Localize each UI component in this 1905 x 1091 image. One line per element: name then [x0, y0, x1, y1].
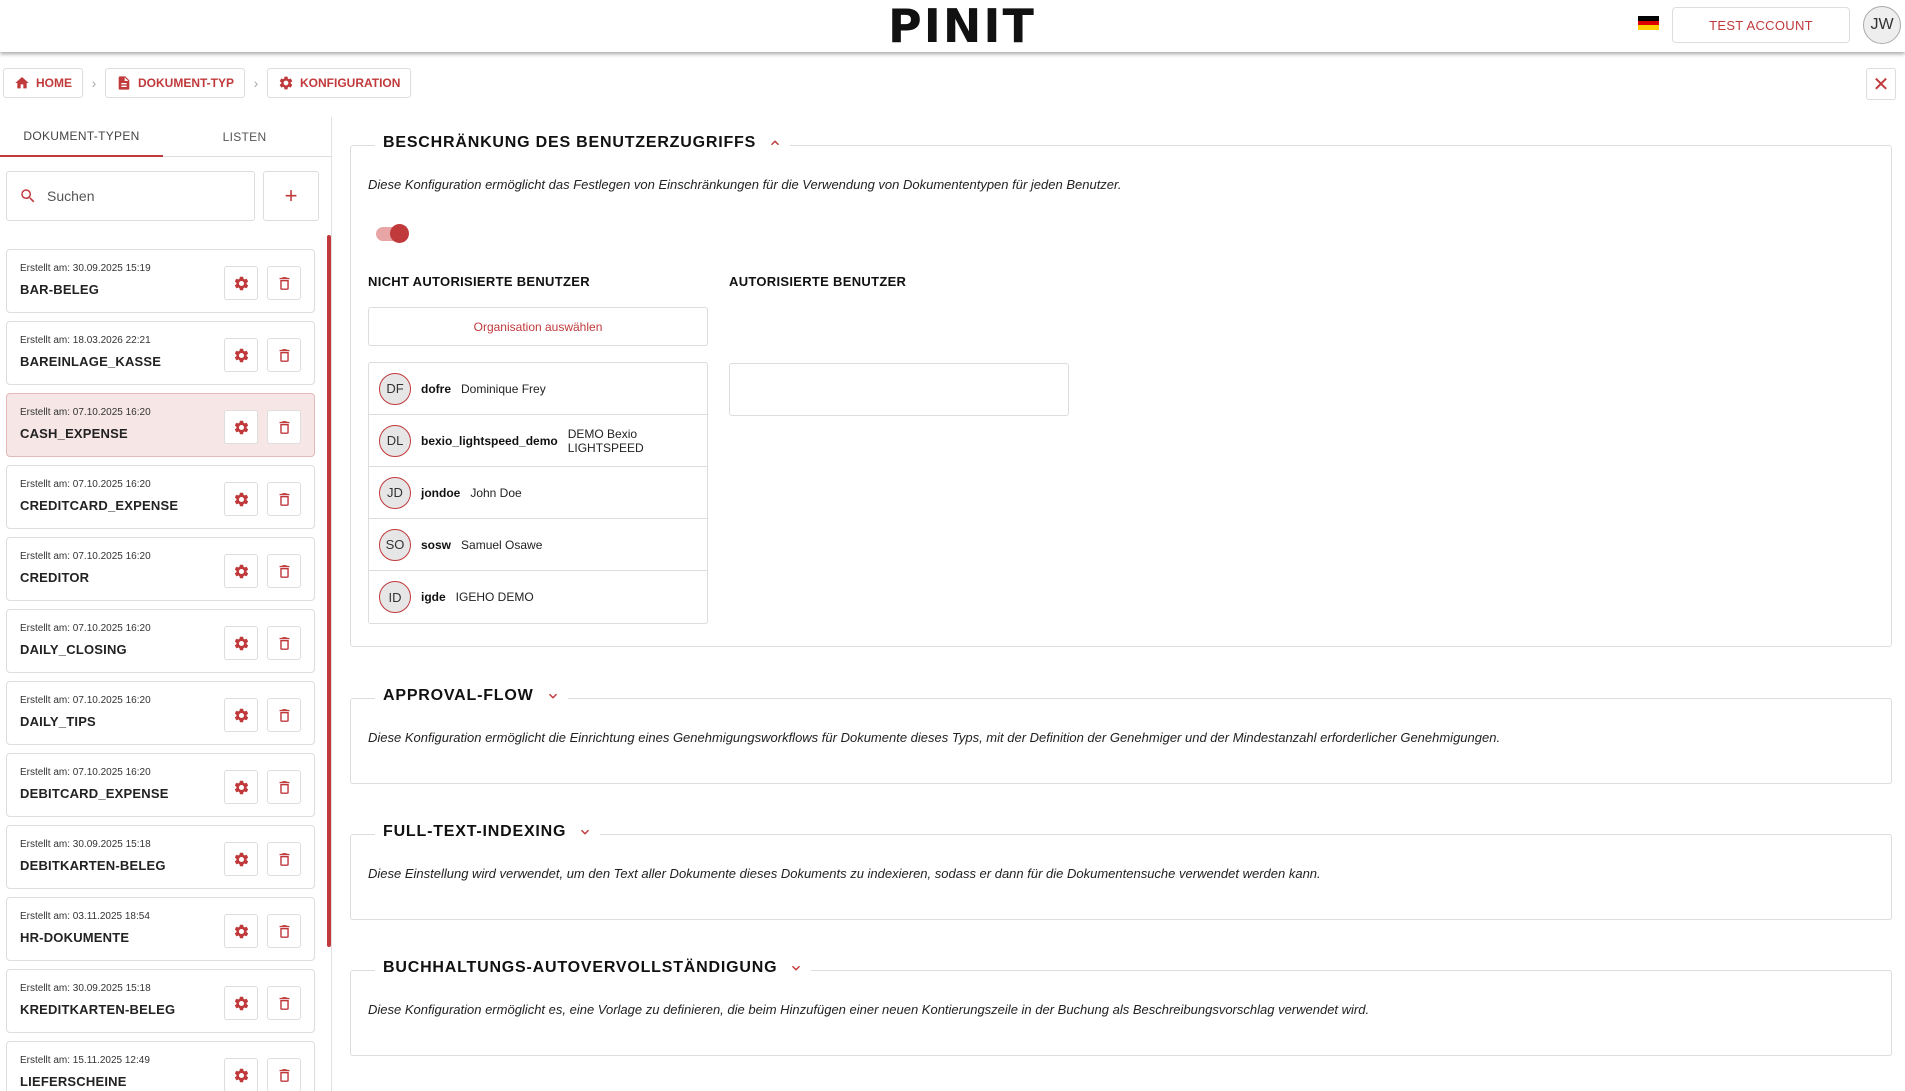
configure-button[interactable] [224, 770, 258, 804]
delete-button[interactable] [267, 914, 301, 948]
trash-icon [276, 923, 293, 940]
document-type-card[interactable] [6, 753, 315, 817]
chevron-down-icon[interactable] [546, 689, 560, 703]
avatar: SO [379, 529, 411, 561]
chevron-down-icon[interactable] [578, 825, 592, 839]
user-full-name: Dominique Frey [461, 381, 546, 396]
list-item[interactable] [369, 467, 707, 519]
configure-button[interactable] [224, 626, 258, 660]
gear-icon [233, 779, 250, 796]
close-button[interactable] [1866, 68, 1896, 100]
sidebar-tabs [0, 117, 332, 157]
configure-button[interactable] [224, 266, 258, 300]
delete-button[interactable] [267, 1058, 301, 1091]
search-input[interactable] [47, 188, 237, 204]
tab-lists[interactable]: LISTEN [222, 130, 267, 144]
breadcrumb [3, 68, 411, 98]
search-icon [19, 187, 37, 205]
chevron-right-icon: › [253, 75, 259, 91]
trash-icon [276, 1067, 293, 1084]
trash-icon [276, 491, 293, 508]
breadcrumb-home[interactable] [3, 68, 83, 98]
document-type-name: DAILY_CLOSING [20, 642, 127, 657]
document-type-name: BAR-BELEG [20, 282, 100, 297]
delete-button[interactable] [267, 482, 301, 516]
section-title: APPROVAL-FLOW [383, 687, 534, 704]
list-item[interactable] [369, 571, 707, 623]
breadcrumb-home-label: HOME [36, 76, 72, 90]
delete-button[interactable] [267, 338, 301, 372]
created-date: Erstellt am: 07.10.2025 16:20 [20, 479, 151, 490]
organization-select-button[interactable]: Organisation auswählen [368, 307, 708, 346]
not-authorized-users-header: NICHT AUTORISIERTE BENUTZER [368, 274, 590, 289]
german-flag-icon[interactable] [1638, 16, 1659, 30]
gear-icon [233, 635, 250, 652]
home-icon [14, 75, 30, 91]
not-authorized-user-list [368, 362, 708, 624]
delete-button[interactable] [267, 842, 301, 876]
trash-icon [276, 851, 293, 868]
add-document-type-button[interactable]: + [263, 171, 319, 221]
close-icon: ✕ [1872, 73, 1890, 96]
accounting-autocomplete-section [350, 959, 1892, 1056]
document-type-card[interactable] [6, 249, 315, 313]
breadcrumb-config-label: KONFIGURATION [300, 76, 401, 90]
document-type-card[interactable] [6, 609, 315, 673]
document-type-card[interactable] [6, 969, 315, 1033]
avatar: DF [379, 373, 411, 405]
document-type-name: BAREINLAGE_KASSE [20, 354, 162, 369]
configure-button[interactable] [224, 986, 258, 1020]
created-date: Erstellt am: 30.09.2025 15:19 [20, 263, 151, 274]
trash-icon [276, 275, 293, 292]
document-type-name: LIEFERSCHEINE [20, 1074, 127, 1089]
sidebar [0, 117, 332, 1091]
document-type-card[interactable] [6, 537, 315, 601]
section-description: Diese Konfiguration ermöglicht die Einrichtung eines Genehmigungsworkflows für Dokumente dieses Typs, mit der Definition der Genehmiger und der Mindestanzahl erforderlicher Genehmigungen. [368, 730, 1501, 745]
approval-flow-section [350, 687, 1892, 784]
scrollbar[interactable] [327, 235, 331, 947]
gear-icon [278, 75, 294, 91]
user-login: jondoe [421, 485, 461, 500]
user-avatar[interactable]: JW [1863, 6, 1901, 44]
document-type-name: KREDITKARTEN-BELEG [20, 1002, 176, 1017]
gear-icon [233, 707, 250, 724]
configure-button[interactable] [224, 554, 258, 588]
section-description: Diese Konfiguration ermöglicht es, eine Vorlage zu definieren, die beim Hinzufügen einer neuen Kontierungszeile in der Buchung als Beschreibungsvorschlag verwendet wird. [368, 1002, 1370, 1017]
document-type-card[interactable] [6, 321, 315, 385]
document-type-name: DEBITCARD_EXPENSE [20, 786, 169, 801]
gear-icon [233, 1067, 250, 1084]
created-date: Erstellt am: 30.09.2025 15:18 [20, 983, 151, 994]
delete-button[interactable] [267, 554, 301, 588]
user-full-name: IGEHO DEMO [455, 590, 534, 604]
configure-button[interactable] [224, 338, 258, 372]
section-description: Diese Einstellung wird verwendet, um den Text aller Dokumente dieses Dokuments zu indexieren, sodass er dann für die Dokumentensuche verwendet werden kann. [368, 866, 1321, 881]
section-header[interactable] [375, 687, 568, 705]
document-type-list [6, 249, 316, 1091]
created-date: Erstellt am: 18.03.2026 22:21 [20, 335, 151, 346]
user-login: igde [421, 590, 446, 604]
created-date: Erstellt am: 15.11.2025 12:49 [20, 1055, 150, 1066]
user-full-name: DEMO Bexio LIGHTSPEED [567, 426, 644, 455]
document-type-card[interactable] [6, 825, 315, 889]
search-box [6, 171, 255, 221]
access-restriction-toggle[interactable] [376, 227, 408, 241]
user-login: bexio_lightspeed_demo [421, 433, 558, 448]
trash-icon [276, 635, 293, 652]
configure-button[interactable] [224, 410, 258, 444]
created-date: Erstellt am: 07.10.2025 16:20 [20, 623, 151, 634]
section-description: Diese Konfiguration ermöglicht das Festlegen von Einschränkungen für die Verwendung von Dokumententypen für jeden Benutzer. [368, 177, 1122, 192]
avatar: DL [379, 425, 411, 457]
user-full-name: Samuel Osawe [461, 537, 543, 552]
document-type-card[interactable] [6, 465, 315, 529]
user-login: dofre [421, 381, 451, 396]
gear-icon [233, 419, 250, 436]
configure-button[interactable] [224, 842, 258, 876]
trash-icon [276, 347, 293, 364]
created-date: Erstellt am: 07.10.2025 16:20 [20, 767, 151, 778]
gear-icon [233, 851, 250, 868]
avatar: JD [379, 477, 411, 509]
gear-icon [233, 275, 250, 292]
section-header[interactable] [375, 823, 600, 841]
trash-icon [276, 779, 293, 796]
chevron-down-icon[interactable] [789, 961, 803, 975]
delete-button[interactable] [267, 626, 301, 660]
test-account-button[interactable]: TEST ACCOUNT [1672, 7, 1850, 43]
gear-icon [233, 563, 250, 580]
list-item[interactable] [369, 363, 707, 415]
list-item[interactable] [369, 519, 707, 571]
delete-button[interactable] [267, 770, 301, 804]
document-type-name: DAILY_TIPS [20, 714, 96, 729]
document-type-card[interactable] [6, 897, 315, 961]
pinit-logo[interactable]: PINIT [888, 0, 1036, 53]
section-title: BESCHRÄNKUNG DES BENUTZERZUGRIFFS [383, 134, 757, 151]
delete-button[interactable] [267, 410, 301, 444]
user-login: sosw [421, 537, 452, 552]
avatar: ID [379, 581, 411, 613]
section-title: BUCHHALTUNGS-AUTOVERVOLLSTÄNDIGUNG [383, 959, 778, 976]
delete-button[interactable] [267, 986, 301, 1020]
document-type-card[interactable] [6, 681, 315, 745]
section-header[interactable] [375, 959, 811, 977]
created-date: Erstellt am: 07.10.2025 16:20 [20, 551, 151, 562]
authorized-users-header: AUTORISIERTE BENUTZER [729, 274, 907, 289]
created-date: Erstellt am: 30.09.2025 15:18 [20, 839, 151, 850]
tab-document-types[interactable]: DOKUMENT-TYPEN [0, 117, 163, 157]
authorized-user-list[interactable] [729, 363, 1069, 416]
configure-button[interactable] [224, 1058, 258, 1091]
document-type-name: CREDITOR [20, 570, 90, 585]
section-header[interactable] [375, 134, 790, 152]
created-date: Erstellt am: 07.10.2025 16:20 [20, 407, 151, 418]
trash-icon [276, 995, 293, 1012]
toggle-knob [390, 224, 409, 243]
trash-icon [276, 419, 293, 436]
created-date: Erstellt am: 03.11.2025 18:54 [20, 911, 150, 922]
configure-button[interactable] [224, 482, 258, 516]
breadcrumb-doc-type-label: DOKUMENT-TYP [138, 76, 234, 90]
gear-icon [233, 347, 250, 364]
delete-button[interactable] [267, 698, 301, 732]
breadcrumb-config[interactable] [267, 68, 411, 98]
document-icon [116, 75, 132, 91]
configure-button[interactable] [224, 914, 258, 948]
gear-icon [233, 491, 250, 508]
document-type-name: DEBITKARTEN-BELEG [20, 858, 166, 873]
user-full-name: John Doe [470, 485, 522, 500]
list-item[interactable] [369, 415, 707, 467]
created-date: Erstellt am: 07.10.2025 16:20 [20, 695, 151, 706]
gear-icon [233, 923, 250, 940]
top-bar [0, 0, 1905, 52]
document-type-card[interactable] [6, 1041, 315, 1091]
configure-button[interactable] [224, 698, 258, 732]
document-type-card-selected[interactable] [6, 393, 315, 457]
chevron-up-icon[interactable] [768, 136, 782, 150]
document-type-name: CREDITCARD_EXPENSE [20, 498, 179, 513]
gear-icon [233, 995, 250, 1012]
trash-icon [276, 707, 293, 724]
chevron-right-icon: › [91, 75, 97, 91]
section-title: FULL-TEXT-INDEXING [383, 823, 567, 840]
document-type-name: CASH_EXPENSE [20, 426, 128, 441]
delete-button[interactable] [267, 266, 301, 300]
document-type-name: HR-DOKUMENTE [20, 930, 130, 945]
trash-icon [276, 563, 293, 580]
breadcrumb-doc-type[interactable] [105, 68, 245, 98]
full-text-indexing-section [350, 823, 1892, 920]
